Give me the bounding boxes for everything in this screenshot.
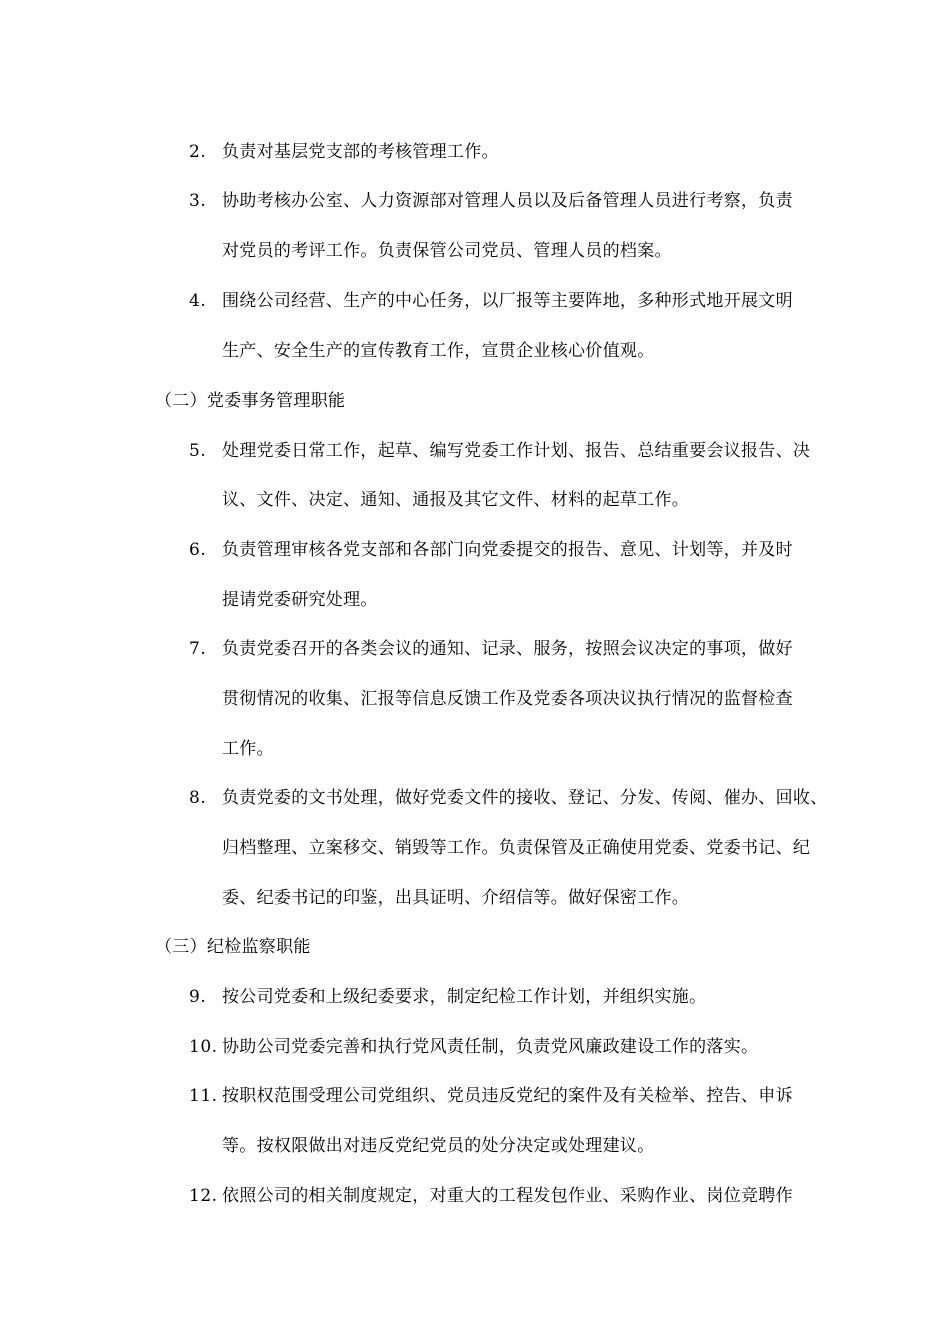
item-text-line: 工作。	[222, 739, 274, 759]
item-text-line: 提请党委研究处理。	[222, 590, 378, 610]
item-number: 11.	[189, 1086, 218, 1106]
item-text-line: 按职权范围受理公司党组织、党员违反党纪的案件及有关检举、控告、申诉	[222, 1086, 793, 1106]
section-heading: （三）纪检监察职能	[155, 937, 311, 957]
item-text-line: 协助公司党委完善和执行党风责任制，负责党风廉政建设工作的落实。	[222, 1037, 759, 1057]
item-text-line: 等。按权限做出对违反党纪党员的处分决定或处理建议。	[222, 1136, 655, 1156]
item-text-line: 归档整理、立案移交、销毁等工作。负责保管及正确使用党委、党委书记、纪	[222, 838, 811, 858]
item-text-line: 按公司党委和上级纪委要求，制定纪检工作计划，并组织实施。	[222, 987, 707, 1007]
item-number: 12.	[189, 1186, 218, 1206]
item-text-line: 负责对基层党支部的考核管理工作。	[222, 142, 499, 162]
item-text-line: 协助考核办公室、人力资源部对管理人员以及后备管理人员进行考察，负责	[222, 191, 793, 211]
item-text-line: 负责党委召开的各类会议的通知、记录、服务，按照会议决定的事项，做好	[222, 639, 793, 659]
item-text-line: 负责党委的文书处理，做好党委文件的接收、登记、分发、传阅、催办、回收、	[222, 788, 828, 808]
item-number: 5.	[189, 441, 207, 461]
item-text-line: 负责管理审核各党支部和各部门向党委提交的报告、意见、计划等，并及时	[222, 540, 793, 560]
item-number: 7.	[189, 639, 207, 659]
item-number: 6.	[189, 540, 207, 560]
item-number: 3.	[189, 191, 207, 211]
section-heading: （二）党委事务管理职能	[155, 391, 346, 411]
item-number: 2.	[189, 142, 207, 162]
item-text-line: 议、文件、决定、通知、通报及其它文件、材料的起草工作。	[222, 490, 690, 510]
item-text-line: 对党员的考评工作。负责保管公司党员、管理人员的档案。	[222, 241, 672, 261]
item-text-line: 依照公司的相关制度规定，对重大的工程发包作业、采购作业、岗位竞聘作	[222, 1186, 793, 1206]
item-number: 4.	[189, 291, 207, 311]
item-number: 8.	[189, 788, 207, 808]
item-text-line: 处理党委日常工作，起草、编写党委工作计划、报告、总结重要会议报告、决	[222, 441, 811, 461]
item-number: 9.	[189, 987, 207, 1007]
item-text-line: 生产、安全生产的宣传教育工作，宣贯企业核心价值观。	[222, 341, 655, 361]
item-number: 10.	[189, 1037, 218, 1057]
item-text-line: 贯彻情况的收集、汇报等信息反馈工作及党委各项决议执行情况的监督检查	[222, 689, 793, 709]
item-text-line: 委、纪委书记的印鉴，出具证明、介绍信等。做好保密工作。	[222, 888, 690, 908]
item-text-line: 围绕公司经营、生产的中心任务，以厂报等主要阵地，多种形式地开展文明	[222, 291, 793, 311]
